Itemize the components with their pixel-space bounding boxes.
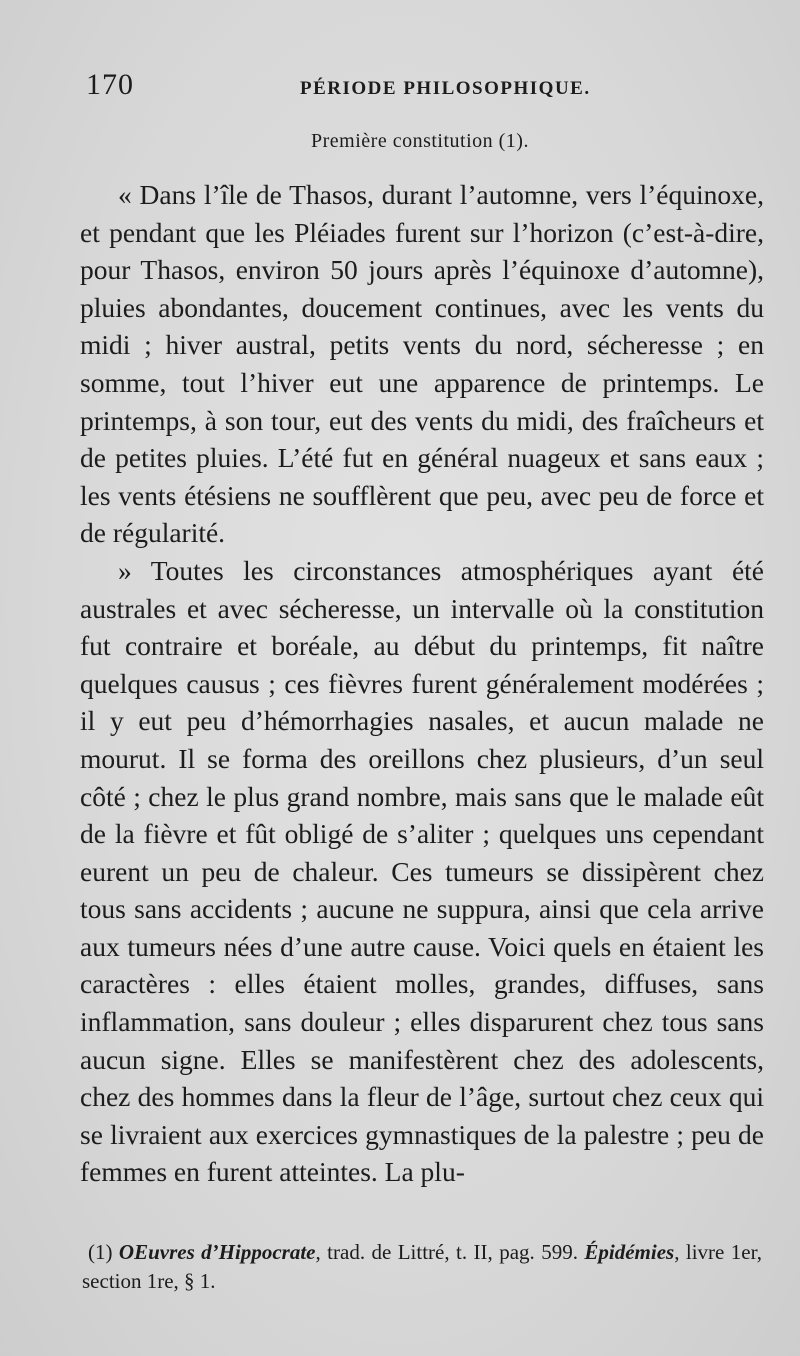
footnote-marker: (1) (88, 1240, 113, 1264)
running-head (86, 68, 776, 108)
running-title: PÉRIODE PHILOSOPHIQUE. (300, 78, 591, 99)
paragraph-2: » Toutes les circonstances atmosphériques ayant été australes et avec sécheresse, un intervalle où la constitution fut contraire et boréale, au début du printemps, fit naître quelques causus ; ces fièvres furent généralement modérées ; il y eut peu d’hémorrhagies nasales, et aucun malade ne mourut. Il se forma des oreillons chez plusieurs, d’un seul côté ; chez le plus grand nombre, mais sans que le malade eût de la fièvre et fût obligé de s’aliter ; quelques uns cependant eurent un peu de chaleur. Ces tumeurs se dissipèrent chez tous sans accidents ; aucune ne suppura, ainsi que cela arrive aux tumeurs nées d’une autre cause. Voici quels en étaient les caractères : elles étaient molles, grandes, diffuses, sans inflammation, sans douleur ; elles disparurent chez tous sans aucun signe. Elles se manifestèrent chez des adolescents, chez des hommes dans la fleur de l’âge, surtout chez ceux qui se livraient aux exercices gymnastiques de la palestre ; peu de femmes en furent atteintes. La plu- (80, 554, 764, 1188)
footnote-middle: , trad. de Littré, t. II, pag. 599. (315, 1240, 578, 1264)
footnote-book: Épidémies (584, 1240, 675, 1264)
section-title: Première constitution (1). (311, 130, 529, 152)
page-number: 170 (86, 68, 134, 101)
footnote-work-title: OEuvres d’Hippocrate (118, 1240, 316, 1264)
body-text (80, 176, 764, 1191)
footnote-end: , livre 1er, section 1re, § 1. (82, 1240, 762, 1293)
footnote (82, 1238, 762, 1296)
paragraph-1: « Dans l’île de Thasos, durant l’automne, vers l’équinoxe, et pendant que les Pléiades furent sur l’horizon (c’est-à-dire, pour Thasos, environ 50 jours après l’équinoxe d’automne), pluies abondantes, doucement continues, avec les vents du midi ; hiver austral, petits vents du nord, sécheresse ; en somme, tout l’hiver eut une apparence de printemps. Le printemps, à son tour, eut des vents du midi, des fraîcheurs et de petites pluies. L’été fut en général nuageux et sans eaux ; les vents étésiens ne soufflèrent que peu, avec peu de force et de régularité. (80, 179, 764, 549)
